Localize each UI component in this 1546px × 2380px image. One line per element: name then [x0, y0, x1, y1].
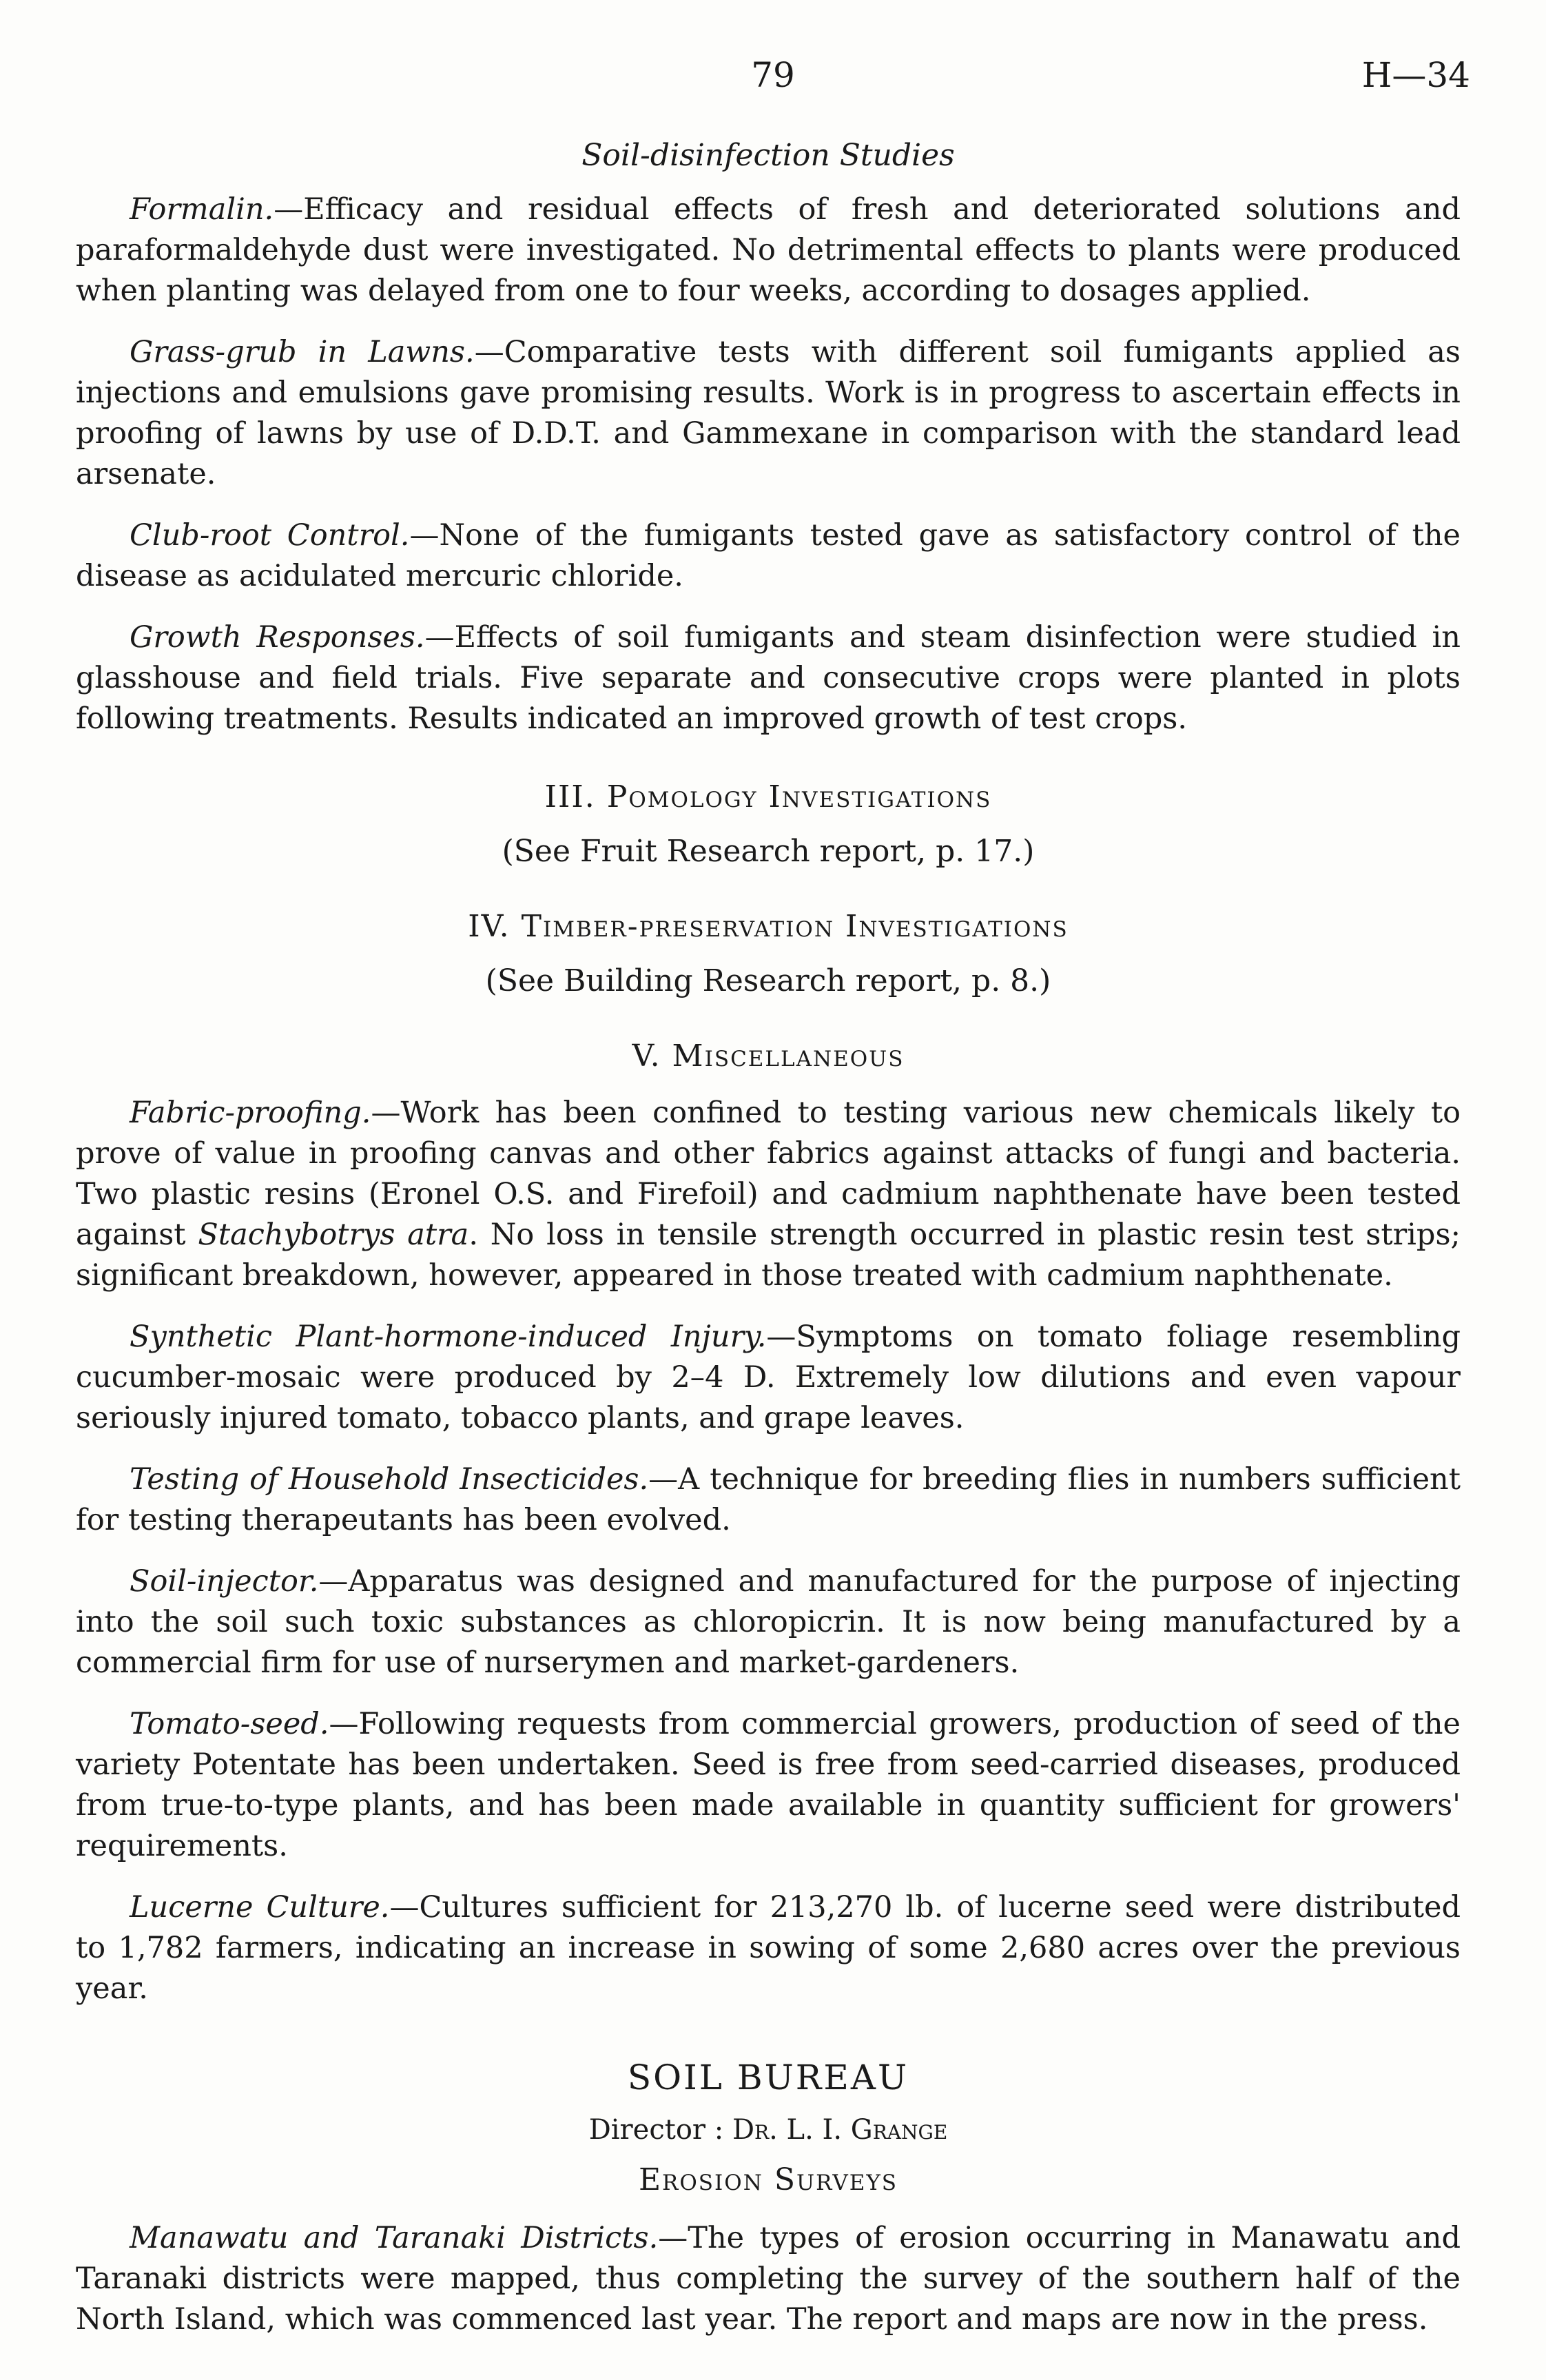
subheading-soil-disinfection: Soil-disinfection Studies — [581, 138, 955, 173]
director-line — [76, 2114, 1461, 2146]
page-header — [76, 55, 1470, 103]
paragraph-lead: Synthetic Plant-hormone-induced Injury. — [130, 1320, 767, 1354]
paragraph-text: —The types of erosion occurring in Manawatu and Taranaki districts were mapped, thus completing the survey of the southern half of the North Island, which was commenced last year. The report and maps are now in the press. — [76, 2221, 1461, 2337]
paragraph-lead: Testing of Household Insecticides. — [130, 1462, 649, 1497]
paragraph-lead: Soil-injector. — [130, 1564, 319, 1599]
section-heading-pomology: III. Pomology Investigations — [544, 779, 992, 814]
page-number: 79 — [751, 55, 795, 95]
paragraph-formalin — [76, 189, 1461, 311]
organism-name: Stachybotrys atra — [198, 1218, 469, 1252]
paragraph-text: —Comparative tests with different soil fumigants applied as injections and emulsions gave promising results. Work is in progress to ascertain effects in proofing of lawns by use of D.D.T. and Gammexane in comparison with the standard lead arsenate. — [76, 335, 1461, 491]
soil-bureau-heading: SOIL BUREAU — [627, 2058, 909, 2097]
paragraph-household-insecticides — [76, 1459, 1461, 1541]
paragraph-text: —Following requests from commercial growers, production of seed of the variety Potentate has been undertaken. Seed is free from seed-carried diseases, produced from true-to-type plants, and has been made available in quantity sufficient for growers' requirements. — [76, 1707, 1461, 1863]
director-label: Director : — [588, 2114, 724, 2146]
paragraph-lead: Manawatu and Taranaki Districts. — [130, 2221, 659, 2255]
paragraph-club-root — [76, 515, 1461, 597]
paragraph-text: —Efficacy and residual effects of fresh and deteriorated solutions and paraformaldehyde dust were investigated. No detrimental effects to plants were produced when planting was delayed from one to four weeks, according to dosages applied. — [76, 192, 1461, 308]
paragraph-text: —Work has been confined to testing various new chemicals likely to prove of value in proofing canvas and other fabrics against attacks of fungi and bacteria. Two plastic resins (Eronel O.S. and Firefoil) and cadmium naphthenate have been tested against — [76, 1096, 1461, 1252]
document-body — [76, 138, 1461, 2361]
director-name: Dr. L. I. Grange — [732, 2114, 948, 2146]
paragraph-lead: Lucerne Culture. — [130, 1890, 390, 1925]
paragraph-soil-injector — [76, 1561, 1461, 1683]
paragraph-fabric-proofing — [76, 1093, 1461, 1296]
paragraph-text: —Symptoms on tomato foliage resembling cucumber-mosaic were produced by 2–4 D. Extremely low dilutions and even vapour seriously injured tomato, tobacco plants, and grape leaves. — [76, 1320, 1461, 1435]
paragraph-lead: Grass-grub in Lawns. — [130, 335, 475, 369]
paragraph-text-continued: . No loss in tensile strength occurred in plastic resin test strips; significant breakdown, however, appeared in those treated with cadmium naphthenate. — [76, 1218, 1461, 1293]
paragraph-text: —Effects of soil fumigants and steam disinfection were studied in glasshouse and field trials. Five separate and consecutive crops were planted in plots following treatments. Results indicated an improved growth of test crops. — [76, 620, 1461, 736]
paragraph-lucerne-culture — [76, 1887, 1461, 2009]
paragraph-text: —Cultures sufficient for 213,270 lb. of lucerne seed were distributed to 1,782 farmers, indicating an increase in sowing of some 2,680 acres over the previous year. — [76, 1890, 1461, 2006]
paragraph-lead: Club-root Control. — [130, 518, 410, 553]
paragraph-lead: Formalin. — [130, 192, 274, 227]
document-reference: H—34 — [1361, 55, 1470, 95]
section-reference-timber: (See Building Research report, p. 8.) — [485, 963, 1051, 998]
paragraph-manawatu-taranaki — [76, 2218, 1461, 2340]
subheading-erosion-surveys: Erosion Surveys — [638, 2162, 898, 2197]
paragraph-lead: Fabric-proofing. — [130, 1096, 371, 1130]
paragraph-text: —A technique for breeding flies in numbers sufficient for testing therapeutants has been evolved. — [76, 1462, 1461, 1537]
paragraph-lead: Growth Responses. — [130, 620, 425, 655]
paragraph-growth-responses — [76, 617, 1461, 739]
section-heading-timber: IV. Timber-preservation Investigations — [468, 909, 1069, 944]
paragraph-grass-grub — [76, 332, 1461, 495]
section-reference-pomology: (See Fruit Research report, p. 17.) — [502, 834, 1035, 869]
paragraph-tomato-seed — [76, 1704, 1461, 1867]
section-heading-miscellaneous: V. Miscellaneous — [632, 1038, 905, 1074]
paragraph-text: —Apparatus was designed and manufactured for the purpose of injecting into the soil such toxic substances as chloropicrin. It is now being manufactured by a commercial firm for use of nurserymen and market-gardeners. — [76, 1564, 1461, 1680]
paragraph-lead: Tomato-seed. — [130, 1707, 329, 1741]
paragraph-text: —None of the fumigants tested gave as satisfactory control of the disease as acidulated mercuric chloride. — [76, 518, 1461, 593]
paragraph-plant-hormone-injury — [76, 1317, 1461, 1439]
